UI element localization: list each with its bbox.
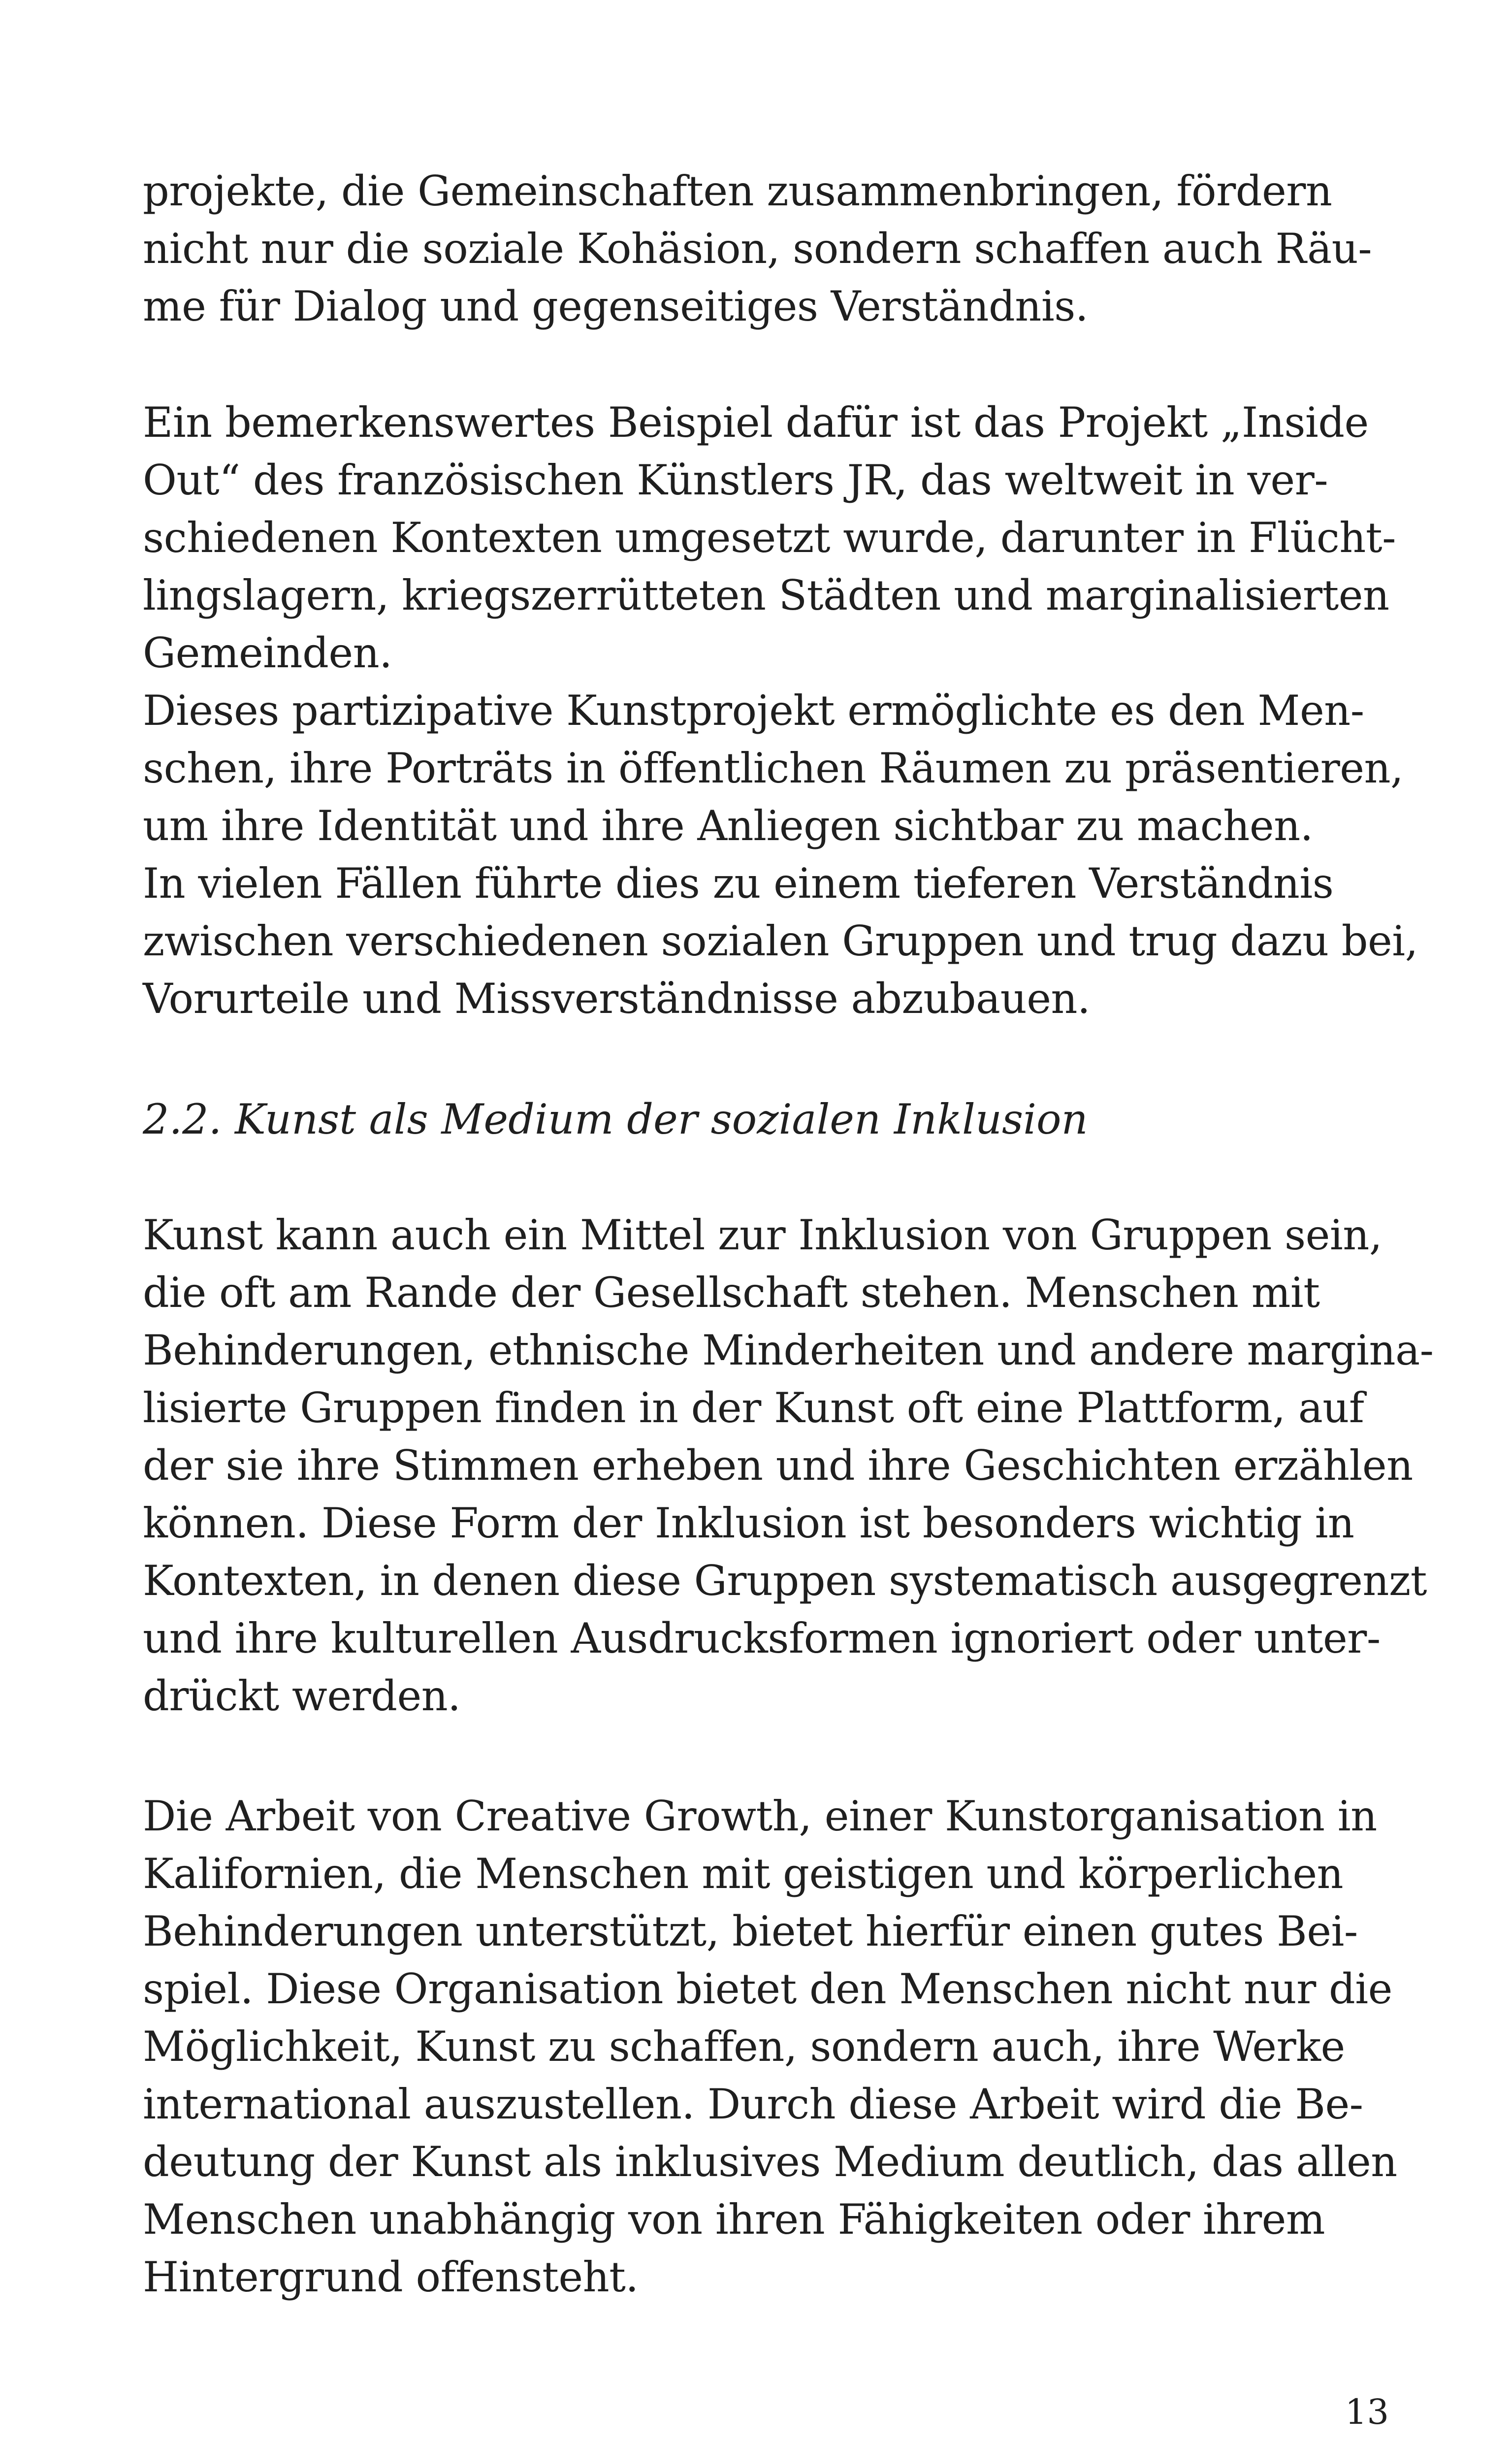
text-line: Behinderungen, ethnische Minderheiten und andere margina- — [143, 1326, 1434, 1374]
text-line: die oft am Rande der Gesellschaft stehen. Menschen mit — [143, 1269, 1320, 1317]
text-line: zwischen verschiedenen sozialen Gruppen und trug dazu bei, — [143, 917, 1418, 965]
text-line: Out“ des französischen Künstlers JR, das weltweit in ver- — [143, 456, 1328, 504]
text-line: Vorurteile und Missverständnisse abzubauen. — [143, 975, 1091, 1023]
text-line: schen, ihre Porträts in öffentlichen Räumen zu präsentieren, — [143, 744, 1404, 792]
text-line: und ihre kulturellen Ausdrucksformen ignoriert oder unter- — [143, 1614, 1381, 1662]
text-line: Möglichkeit, Kunst zu schaffen, sondern auch, ihre Werke — [143, 2022, 1345, 2071]
text-line: Kalifornien, die Menschen mit geistigen und körperlichen — [143, 1850, 1344, 1898]
text-line: lingslagern, kriegszerrütteten Städten und marginalisierten — [143, 571, 1389, 619]
text-line: Kontexten, in denen diese Gruppen systematisch ausgegrenzt — [143, 1557, 1427, 1605]
text-line: In vielen Fällen führte dies zu einem tieferen Verständnis — [143, 859, 1334, 908]
text-line: lisierte Gruppen finden in der Kunst oft eine Plattform, auf — [143, 1384, 1364, 1432]
text-line: Kunst kann auch ein Mittel zur Inklusion von Gruppen sein, — [143, 1211, 1383, 1259]
text-line: Behinderungen unterstützt, bietet hierfür einen gutes Bei- — [143, 1907, 1358, 1955]
text-line: schiedenen Kontexten umgesetzt wurde, darunter in Flücht- — [143, 514, 1396, 562]
text-line: projekte, die Gemeinschaften zusammenbringen, fördern — [143, 167, 1332, 215]
paragraph-2 — [143, 394, 1418, 1028]
text-line: Ein bemerkenswertes Beispiel dafür ist das Projekt „Inside — [143, 398, 1369, 447]
text-line: spiel. Diese Organisation bietet den Menschen nicht nur die — [143, 1965, 1392, 2013]
text-line: Hintergrund offensteht. — [143, 2253, 639, 2301]
page-number: 13 — [1345, 2392, 1389, 2432]
text-line: drückt werden. — [143, 1672, 461, 1720]
paragraph-4 — [143, 1788, 1397, 2306]
text-line: der sie ihre Stimmen erheben und ihre Geschichten erzählen — [143, 1441, 1413, 1490]
text-line: Menschen unabhängig von ihren Fähigkeiten oder ihrem — [143, 2195, 1325, 2244]
paragraph-3 — [143, 1206, 1434, 1725]
section-heading: 2.2. Kunst als Medium der sozialen Inklusion — [143, 1095, 1088, 1143]
text-line: deutung der Kunst als inklusives Medium deutlich, das allen — [143, 2138, 1397, 2186]
text-line: können. Diese Form der Inklusion ist besonders wichtig in — [143, 1499, 1354, 1547]
text-line: me für Dialog und gegenseitiges Verständnis. — [143, 282, 1089, 330]
text-line: Dieses partizipative Kunstprojekt ermöglichte es den Men- — [143, 686, 1364, 735]
text-line: international auszustellen. Durch diese Arbeit wird die Be- — [143, 2080, 1363, 2128]
text-line: um ihre Identität und ihre Anliegen sichtbar zu machen. — [143, 802, 1313, 850]
text-line: Die Arbeit von Creative Growth, einer Kunstorganisation in — [143, 1792, 1377, 1840]
text-line: nicht nur die soziale Kohäsion, sondern schaffen auch Räu- — [143, 225, 1372, 273]
paragraph-1 — [143, 163, 1393, 335]
text-line: Gemeinden. — [143, 629, 392, 677]
